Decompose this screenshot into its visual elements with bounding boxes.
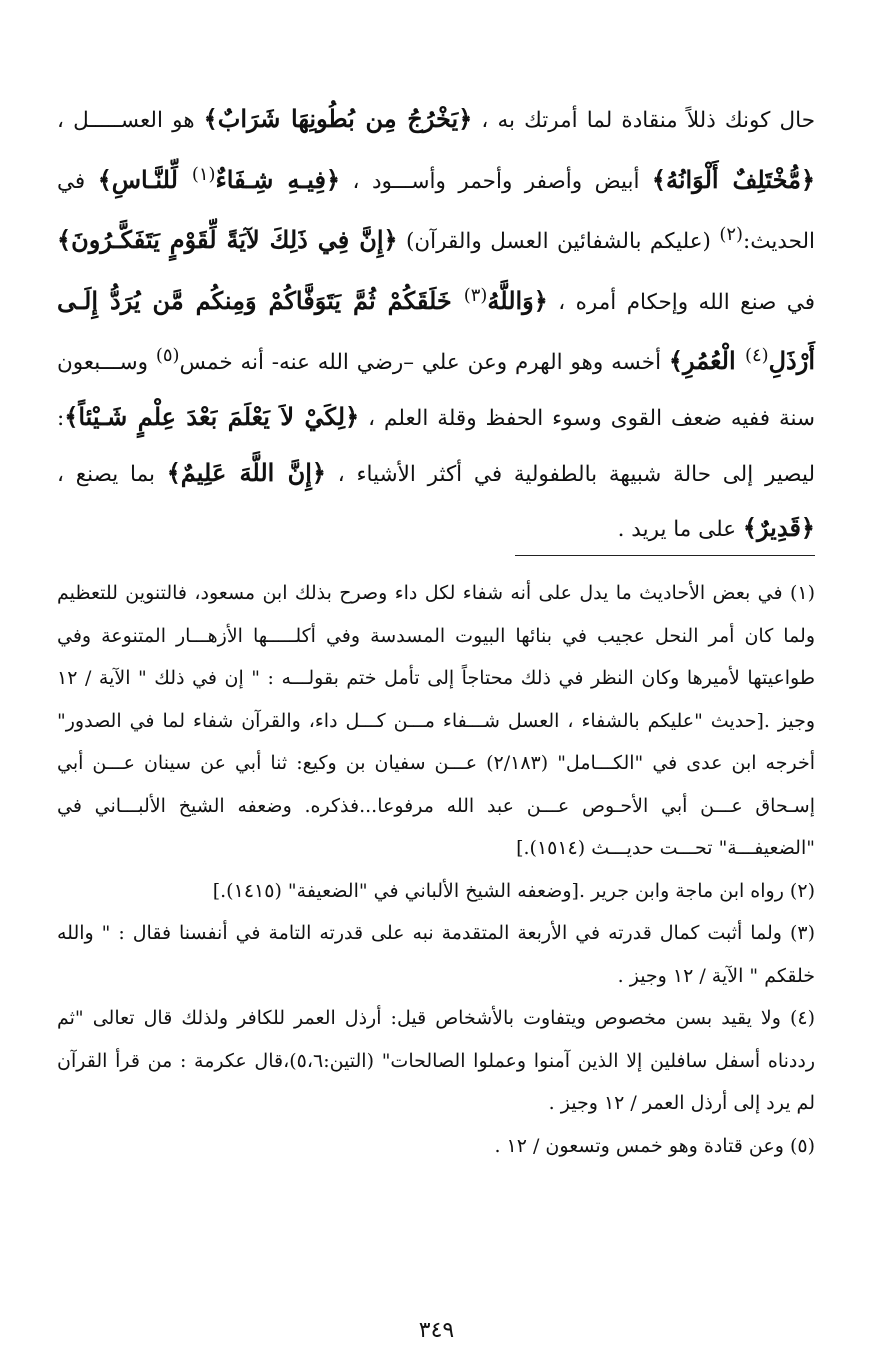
footnote-ref: (١) xyxy=(191,163,216,185)
text-run: بما يصنع ، xyxy=(57,461,167,487)
quran-verse: ﴿وَاللَّهُ xyxy=(487,285,548,315)
text-run: في الحديث: xyxy=(57,168,815,255)
quran-verse: ﴿إِنَّ اللَّهَ عَلِيمٌ﴾ xyxy=(166,457,326,487)
footnote-ref: (٥) xyxy=(155,345,180,367)
footnote-5: (٥) وعن قتادة وهو خمس وتسعون / ١٢ . xyxy=(494,1134,815,1157)
text-run: (عليكم بالشفائين العسل والقرآن) xyxy=(397,229,720,255)
footnote-ref: (٤) xyxy=(744,345,769,367)
footnote-ref: (٢) xyxy=(719,224,743,246)
text-run: على ما يريد . xyxy=(617,517,743,543)
quran-verse: ﴿يَخْرُجُ مِن بُطُونِهَا شَرَابٌ﴾ xyxy=(203,104,473,133)
text-run: أخسه وهو الهرم وعن علي –رضي الله عنه- أنه خمس xyxy=(179,350,669,376)
main-paragraph xyxy=(57,92,815,557)
quran-verse: ﴿لِكَيْ لاَ يَعْلَمَ بَعْدَ عِلْمٍ شَـيْئاً﴾ xyxy=(64,402,360,432)
quran-verse: ﴿قَدِيرٌ﴾ xyxy=(742,513,815,543)
footnote-2: (٢) رواه ابن ماجة وابن جرير .[وضعفه الشيخ الألباني في "الضعيفة" (١٤١٥).] xyxy=(212,879,815,902)
quran-verse: ﴿إِنَّ فِي ذَلِكَ لآيَةً لِّقَوْمٍ يَتَفَكَّـرُونَ﴾ xyxy=(57,225,398,255)
footnote-1: (١) في بعض الأحاديث ما يدل على أنه شفاء لكل داء وصرح بذلك ابن مسعود، فالتنوين للتعظيم ولما كان أمر النحل عجيب في بنائها البيوت المسدسة وفي أكلـــــها الأزهـــار المتنوعة وفي طواعيتها لأميرها وكان النظر في ذلك محتاجاً إلى تأمل ختم بقولـــه : " إن في ذلك " الآية / ١٢ وجيز .[حديث "عليكم بالشفاء ، العسل شـــفاء مـــن كـــل داء، والقرآن شفاء لما في الصدور" أخرجه ابن عدى في "الكـــامل" (٢/١٨٣) عـــن سفيان بن وكيع: ثنا أبي عن سينان عـــن أبي إسـحاق عـــن أبي الأحـوص عـــن عبد الله مرفوعا...فذكره. وضعفه الشيخ الألبـــاني في "الضعيفـــة" تحـــت حديـــث (١٥١٤).] xyxy=(57,582,815,859)
main-text xyxy=(57,92,815,557)
quran-verse: لِّلنَّـاسِ﴾ xyxy=(97,164,192,194)
text-run: : ليصير إلى حالة شبيهة بالطفولية في أكثر الأشياء ، xyxy=(57,406,815,487)
text-run: أبيض وأصفر وأحمر وأســـود ، xyxy=(340,168,652,194)
text-run: في صنع الله وإحكام أمره ، xyxy=(547,289,815,315)
footnote-ref: (٣) xyxy=(463,284,488,306)
quran-verse: ﴿مُّخْتَلِفٌ أَلْوَانُهُ﴾ xyxy=(651,164,816,194)
footnotes xyxy=(57,572,815,1167)
footnote-3: (٣) ولما أثبت كمال قدرته في الأربعة المتقدمة نبه على قدرته التامة في أنفسنا فقال : " والله خلقكم " الآية / ١٢ وجيز . xyxy=(57,922,815,987)
quran-verse: الْعُمُرِ﴾ xyxy=(668,346,745,376)
footnote-4: (٤) ولا يقيد بسن مخصوص ويتفاوت بالأشخاص قيل: أرذل العمر للكافر ولذلك قال تعالى "ثم رددناه أسفل سافلين إلا الذين آمنوا وعملوا الصالحات" (التين:٥،٦)،قال عكرمة : من قرأ القرآن لم يرد إلى أرذل العمر / ١٢ وجيز . xyxy=(57,1007,815,1114)
text-run: وســـبعون سنة ففيه ضعف القوى وسوء الحفظ وقلة العلم ، xyxy=(57,350,815,432)
quran-verse: ﴿فِيـهِ شِـفَاءٌ xyxy=(215,164,341,194)
text-run: هو العســـــل ، xyxy=(57,108,204,133)
text-run: حال كونك ذللاً منقادة لما أمرتك به ، xyxy=(472,108,815,133)
quran-verse: خَلَقَكُمْ ثُمَّ يَتَوَفَّاكُمْ وَمِنكُم مَّن يُرَدُّ إِلَـى أَرْذَلِ xyxy=(57,285,815,376)
page-number: ٣٤٩ xyxy=(418,1318,455,1343)
footnote-separator xyxy=(515,555,815,556)
